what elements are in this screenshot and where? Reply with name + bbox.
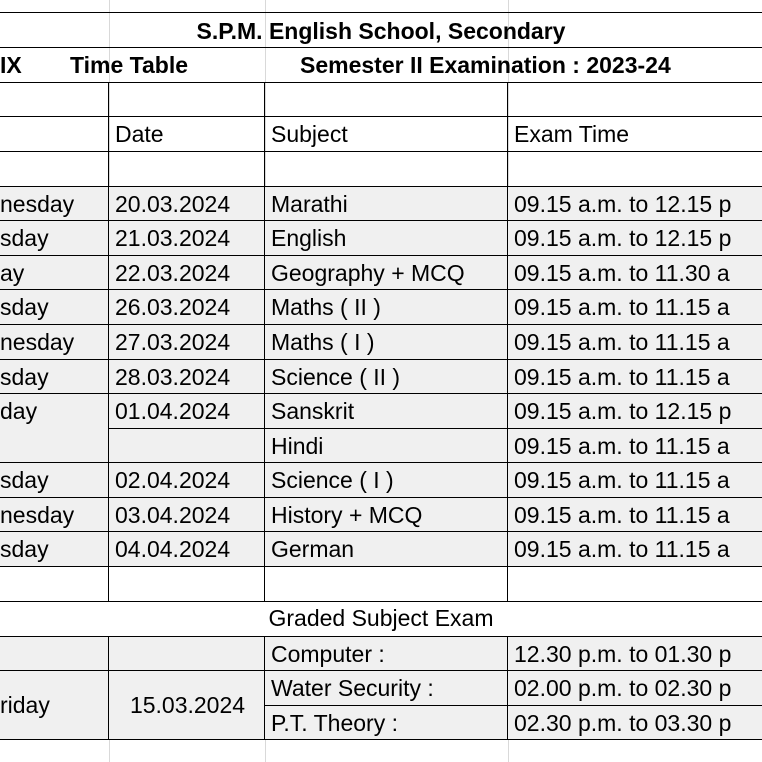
school-title: S.P.M. English School, Secondary <box>196 18 566 44</box>
table-border <box>507 82 508 601</box>
date-cell: 28.03.2024 <box>115 364 231 390</box>
table-border <box>0 601 762 602</box>
day-cell: sday <box>0 294 49 320</box>
table-border <box>265 705 762 706</box>
time-cell: 09.15 a.m. to 11.15 a <box>514 294 730 320</box>
subject-cell: Maths ( II ) <box>271 294 381 320</box>
subject-cell: Geography + MCQ <box>271 260 465 286</box>
graded-time-cell: 02.00 p.m. to 02.30 p <box>514 675 732 701</box>
table-border <box>0 462 762 463</box>
date-cell: 03.04.2024 <box>115 502 231 528</box>
exam-title: Semester II Examination : 2023-24 <box>300 52 671 78</box>
date-cell: 21.03.2024 <box>115 225 231 251</box>
subject-cell: Sanskrit <box>271 398 355 424</box>
date-cell: 01.04.2024 <box>115 398 231 424</box>
day-cell: nesday <box>0 191 75 217</box>
date-cell: 04.04.2024 <box>115 536 231 562</box>
subject-cell: English <box>271 225 347 251</box>
graded-subject-cell: Computer : <box>271 641 385 667</box>
table-border <box>0 324 762 325</box>
class-label: IX <box>0 52 22 78</box>
date-cell: 27.03.2024 <box>115 329 231 355</box>
table-border <box>264 82 265 601</box>
table-border <box>108 636 109 739</box>
table-border <box>0 47 762 48</box>
table-border <box>0 220 762 221</box>
table-border <box>0 670 762 671</box>
time-cell: 09.15 a.m. to 12.15 p <box>514 225 732 251</box>
subject-cell: Marathi <box>271 191 348 217</box>
date-cell: 22.03.2024 <box>115 260 231 286</box>
table-border <box>108 82 109 601</box>
table-border <box>0 566 762 567</box>
graded-time-cell: 02.30 p.m. to 03.30 p <box>514 710 732 736</box>
day-cell: sday <box>0 364 49 390</box>
subject-cell: History + MCQ <box>271 502 423 528</box>
table-border <box>0 255 762 256</box>
table-border <box>0 186 762 187</box>
day-cell: nesday <box>0 502 75 528</box>
time-cell: 09.15 a.m. to 12.15 p <box>514 191 732 217</box>
subject-cell: Maths ( I ) <box>271 329 375 355</box>
date-cell: 20.03.2024 <box>115 191 231 217</box>
day-cell: ay <box>0 260 25 286</box>
table-border <box>0 151 762 152</box>
day-cell: day <box>0 398 38 424</box>
time-cell: 09.15 a.m. to 11.30 a <box>514 260 730 286</box>
subject-cell: Science ( II ) <box>271 364 401 390</box>
table-border <box>109 428 762 429</box>
table-border <box>0 739 762 740</box>
graded-date-cell: 15.03.2024 <box>129 692 246 718</box>
table-border <box>0 636 762 637</box>
time-cell: 09.15 a.m. to 11.15 a <box>514 502 730 528</box>
table-border <box>0 82 762 83</box>
subject-cell: Hindi <box>271 433 324 459</box>
time-cell: 09.15 a.m. to 11.15 a <box>514 467 730 493</box>
table-border <box>264 636 265 739</box>
table-border <box>0 12 762 13</box>
graded-section-title: Graded Subject Exam <box>268 605 494 631</box>
graded-time-cell: 12.30 p.m. to 01.30 p <box>514 641 732 667</box>
day-cell: sday <box>0 536 49 562</box>
timetable-label: Time Table <box>70 52 189 78</box>
graded-subject-cell: P.T. Theory : <box>271 710 398 736</box>
time-cell: 09.15 a.m. to 11.15 a <box>514 364 730 390</box>
table-border <box>507 636 508 739</box>
column-header-subject: Subject <box>271 121 348 147</box>
subject-cell: Science ( I ) <box>271 467 394 493</box>
table-border <box>0 531 762 532</box>
date-cell: 02.04.2024 <box>115 467 231 493</box>
graded-subject-cell: Water Security : <box>271 675 434 701</box>
table-border <box>0 497 762 498</box>
table-border <box>0 359 762 360</box>
column-header-exam-time: Exam Time <box>514 121 630 147</box>
day-cell: nesday <box>0 329 75 355</box>
table-border <box>0 289 762 290</box>
time-cell: 09.15 a.m. to 11.15 a <box>514 329 730 355</box>
time-cell: 09.15 a.m. to 11.15 a <box>514 433 730 459</box>
day-cell: sday <box>0 225 49 251</box>
column-header-date: Date <box>115 121 164 147</box>
graded-day-cell: riday <box>0 692 50 718</box>
table-border <box>0 116 762 117</box>
day-cell: sday <box>0 467 49 493</box>
subject-cell: German <box>271 536 355 562</box>
time-cell: 09.15 a.m. to 12.15 p <box>514 398 732 424</box>
table-border <box>0 393 762 394</box>
time-cell: 09.15 a.m. to 11.15 a <box>514 536 730 562</box>
date-cell: 26.03.2024 <box>115 294 231 320</box>
